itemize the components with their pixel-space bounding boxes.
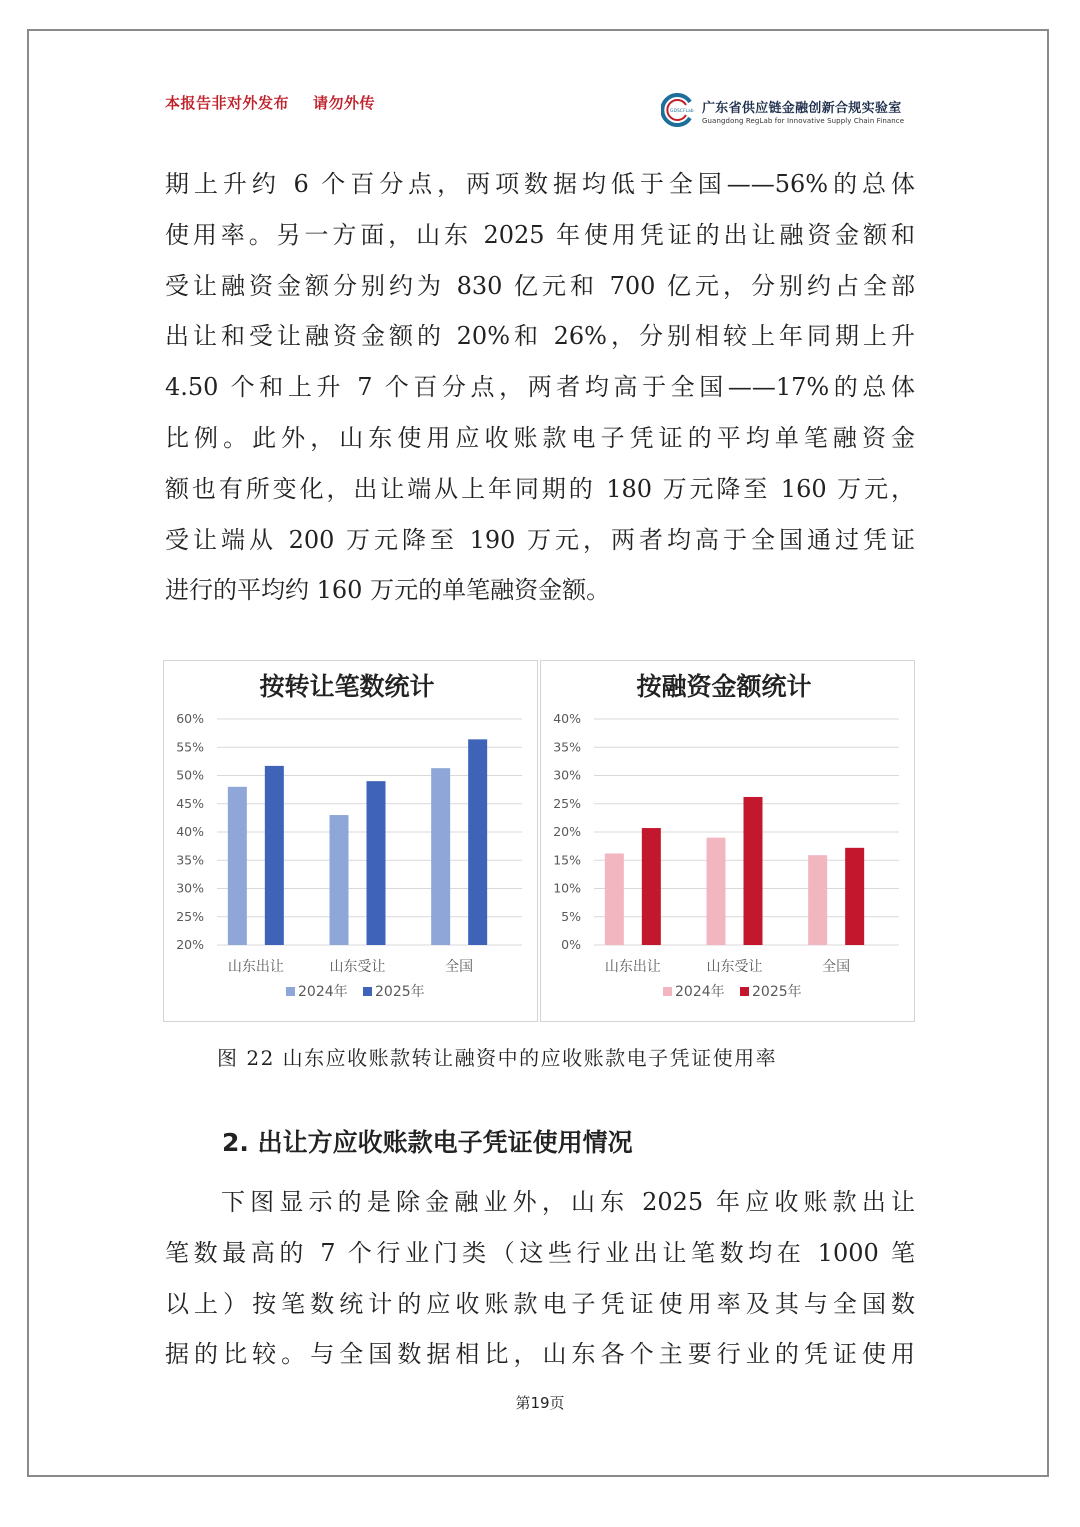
legend-swatch (663, 987, 672, 996)
paragraph-line: 以上）按笔数统计的应收账款电子凭证使用率及其与全国数 (165, 1289, 915, 1318)
bar-2025年 (367, 781, 386, 945)
org-name-cn: 广东省供应链金融创新合规实验室 (702, 101, 902, 116)
notice-do-not-distribute: 请勿外传 (313, 94, 376, 112)
y-tick-label: 35% (553, 739, 581, 755)
bar-2024年 (431, 768, 450, 945)
y-tick-label: 0% (561, 937, 581, 952)
chart-count-svg (164, 661, 539, 1023)
y-tick-label: 25% (176, 908, 204, 924)
y-tick-label: 60% (176, 711, 204, 726)
notice-not-public: 本报告非对外发布 (165, 94, 290, 112)
section-heading: 2. 出让方应收账款电子凭证使用情况 (222, 1128, 633, 1157)
y-tick-label: 10% (553, 880, 581, 896)
chart-title: 按转让笔数统计 (259, 672, 435, 701)
y-tick-label: 40% (553, 711, 581, 726)
legend-label: 2025年 (375, 984, 425, 1000)
body-paragraph-top (165, 159, 915, 616)
chart-amount (540, 660, 915, 1022)
paragraph-line: 额也有所变化，出让端从上年同期的 180 万元降至 160 万元， (165, 474, 915, 503)
x-tick-label: 山东出让 (227, 959, 284, 975)
x-tick-label: 全国 (445, 959, 474, 975)
y-tick-label: 45% (176, 795, 204, 811)
bar-2024年 (605, 853, 624, 945)
y-tick-label: 25% (553, 795, 581, 811)
page-number: 第19页 (515, 1394, 565, 1412)
bar-2024年 (808, 855, 827, 945)
x-tick-label: 全国 (822, 959, 851, 975)
legend-label: 2024年 (675, 984, 725, 1000)
bar-2024年 (330, 815, 349, 945)
legend-swatch (740, 987, 749, 996)
paragraph-line: 比例。此外，山东使用应收账款电子凭证的平均单笔融资金 (165, 423, 915, 452)
bar-2025年 (744, 797, 763, 945)
chart-amount-svg (541, 661, 916, 1023)
figure-caption: 图 22 山东应收账款转让融资中的应收账款电子凭证使用率 (217, 1046, 778, 1070)
paragraph-line: 下图显示的是除金融业外，山东 2025 年应收账款出让 (221, 1188, 915, 1216)
bar-2025年 (468, 739, 487, 945)
figure-charts (163, 660, 915, 1022)
legend-label: 2024年 (298, 984, 348, 1000)
bar-2025年 (845, 848, 864, 945)
chart-count (163, 660, 538, 1022)
paragraph-line: 进行的平均约 160 万元的单笔融资金额。 (165, 576, 611, 605)
y-tick-label: 20% (176, 937, 204, 952)
paragraph-line: 期上升约 6 个百分点，两项数据均低于全国——56%的总体 (165, 170, 915, 198)
y-tick-label: 5% (561, 908, 581, 924)
bar-2025年 (265, 766, 284, 945)
y-tick-label: 35% (176, 852, 204, 868)
y-tick-label: 20% (553, 824, 581, 839)
y-tick-label: 55% (176, 739, 204, 755)
org-name-en: Guangdong RegLab for Innovative Supply Chain Finance (702, 117, 905, 125)
paragraph-line: 受让端从 200 万元降至 190 万元，两者均高于全国通过凭证 (165, 525, 915, 554)
y-tick-label: 50% (176, 767, 204, 783)
paragraph-line: 出让和受让融资金额的 20%和 26%，分别相较上年同期上升 (165, 322, 915, 351)
paragraph-line: 使用率。另一方面，山东 2025 年使用凭证的出让融资金额和 (165, 220, 915, 249)
paragraph-line: 据的比较。与全国数据相比，山东各个主要行业的凭证使用 (165, 1340, 915, 1369)
lab-logo-icon (661, 93, 695, 127)
x-tick-label: 山东受让 (329, 959, 386, 975)
x-tick-label: 山东受让 (706, 959, 763, 975)
x-tick-label: 山东出让 (604, 959, 661, 975)
org-name (702, 97, 917, 125)
bar-2025年 (642, 828, 661, 945)
bar-2024年 (228, 787, 247, 945)
y-tick-label: 40% (176, 824, 204, 839)
y-tick-label: 30% (176, 880, 204, 896)
legend-swatch (286, 987, 295, 996)
paragraph-line: 4.50 个和上升 7 个百分点，两者均高于全国——17%的总体 (165, 373, 915, 402)
y-tick-label: 30% (553, 767, 581, 783)
paragraph-line: 受让融资金额分别约为 830 亿元和 700 亿元，分别约占全部 (165, 271, 915, 300)
legend-label: 2025年 (752, 984, 802, 1000)
body-paragraph-bottom (165, 1177, 915, 1380)
confidential-notice (165, 92, 375, 113)
logo-mark-text: GDSCFLab (670, 109, 694, 114)
chart-title: 按融资金额统计 (636, 672, 812, 701)
bar-2024年 (707, 838, 726, 945)
y-tick-label: 15% (553, 852, 581, 868)
paragraph-line: 笔数最高的 7 个行业门类（这些行业出让笔数均在 1000 笔 (165, 1238, 915, 1267)
legend-swatch (363, 987, 372, 996)
